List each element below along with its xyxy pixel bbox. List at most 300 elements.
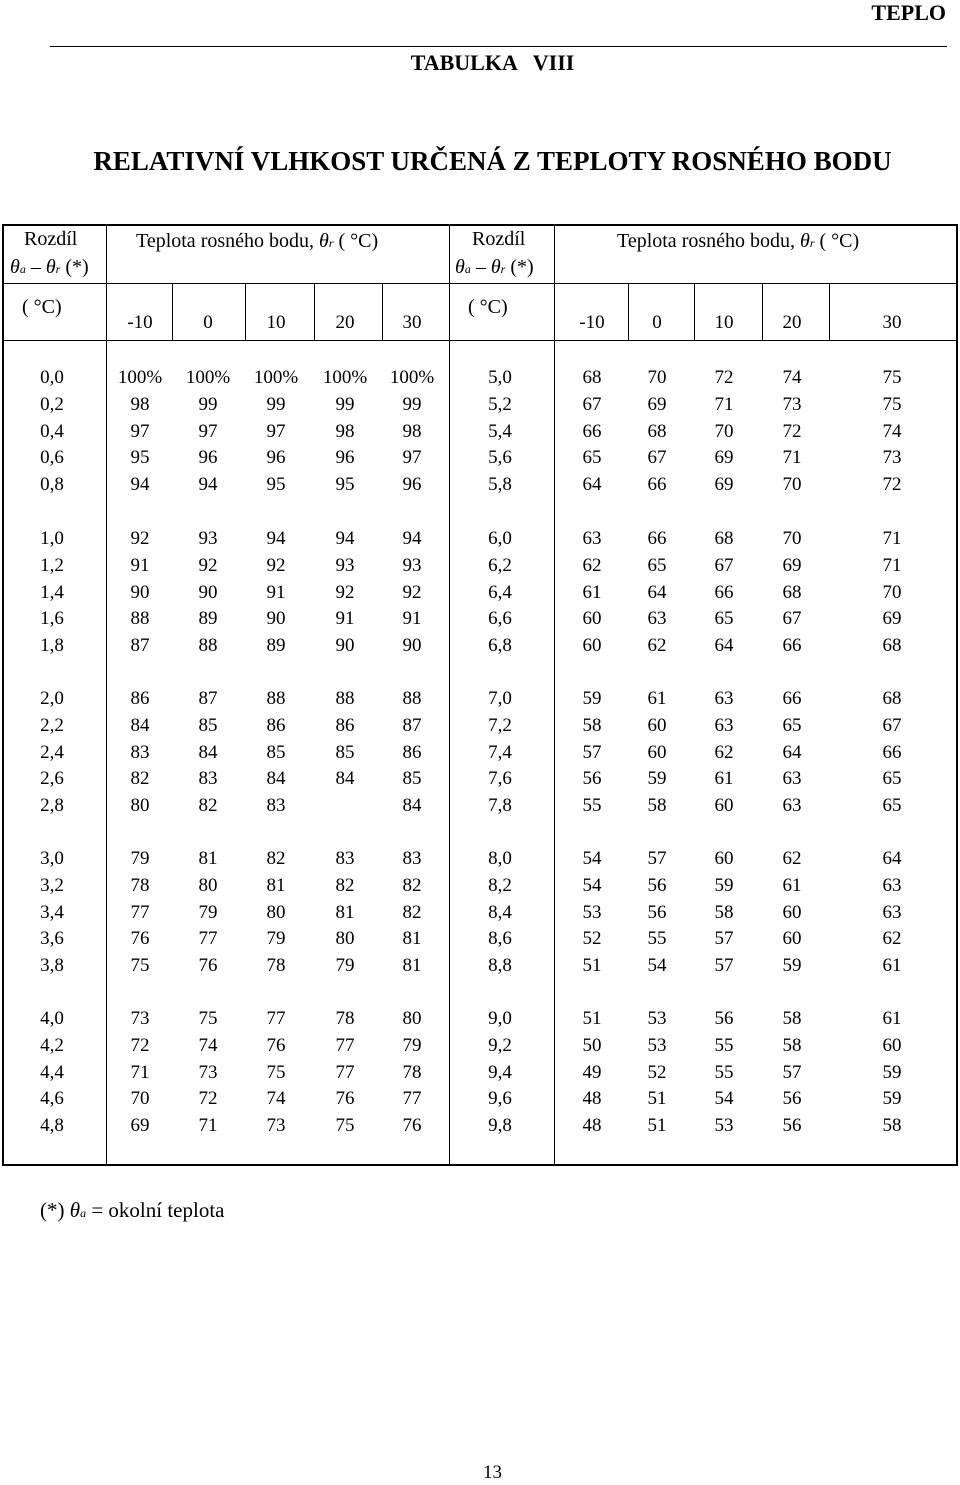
table-cell: 76: [266, 1034, 286, 1056]
table-cell: 68: [882, 635, 902, 657]
table-cell: 72: [198, 1088, 218, 1110]
table-cell: 91: [335, 608, 355, 630]
table-cell: 51: [647, 1088, 667, 1110]
diff-value: 7,0: [488, 688, 512, 709]
table-cell: 96: [402, 474, 422, 496]
table-cell: 57: [647, 848, 667, 869]
table-cell: 53: [582, 901, 602, 923]
table-cell: 90: [266, 608, 286, 630]
table-cell: 99: [198, 393, 218, 415]
table-cell: 68: [882, 688, 902, 709]
table-cell: 83: [266, 795, 286, 817]
diff-value: 0,2: [40, 393, 64, 415]
table-cell: 66: [647, 474, 667, 496]
table-cell: 75: [335, 1115, 355, 1137]
table-cell: 60: [582, 635, 602, 657]
table-cell: 54: [582, 848, 602, 869]
table-cell: 86: [335, 714, 355, 736]
table-cell: 89: [266, 635, 286, 657]
diff-value: 1,8: [40, 635, 64, 657]
table-cell: 67: [782, 608, 802, 630]
table-cell: 60: [714, 848, 734, 869]
table-cell: 84: [130, 714, 150, 736]
table-cell: 51: [647, 1115, 667, 1137]
table-cell: 81: [335, 901, 355, 923]
diff-value: 7,4: [488, 741, 512, 763]
table-cell: 69: [130, 1115, 150, 1137]
diff-value: 9,0: [488, 1008, 512, 1029]
table-cell: 82: [402, 901, 422, 923]
table-cell: 61: [882, 955, 902, 977]
table-cell: 58: [882, 1115, 902, 1137]
table-cell: 63: [782, 768, 802, 790]
diff-value: 6,6: [488, 608, 512, 630]
table-cell: 66: [782, 635, 802, 657]
table-cell: 79: [198, 901, 218, 923]
table-cell: 59: [882, 1088, 902, 1110]
table-cell: 53: [647, 1034, 667, 1056]
table-cell: 92: [335, 581, 355, 603]
diff-value: 3,2: [40, 874, 64, 896]
table-label: TABULKA VIII: [410, 50, 575, 75]
diff-value: 2,8: [40, 795, 64, 817]
table-cell: 100%: [253, 367, 299, 388]
table-cell: 56: [782, 1115, 802, 1137]
table-cell: 92: [402, 581, 422, 603]
dew-unit: ( °C): [819, 230, 860, 252]
theta-sub-a: a: [464, 262, 471, 276]
diff-value: 8,6: [488, 928, 512, 950]
table-cell: 90: [198, 581, 218, 603]
table-cell: 75: [882, 367, 902, 388]
table-cell: 77: [335, 1034, 355, 1056]
table-cell: 71: [198, 1115, 218, 1137]
table-cell: 71: [882, 528, 902, 549]
table-cell: 96: [335, 447, 355, 469]
table-cell: 100%: [389, 367, 435, 388]
table-cell: 90: [130, 581, 150, 603]
table-cell: 99: [335, 393, 355, 415]
table-cell: 59: [582, 688, 602, 709]
table-cell: 52: [582, 928, 602, 950]
table-cell: 96: [266, 447, 286, 469]
table-cell: 90: [335, 635, 355, 657]
theta-symbol: θ: [455, 256, 465, 278]
table-cell: 94: [402, 528, 422, 549]
diff-value: 4,0: [40, 1008, 64, 1029]
table-cell: 72: [882, 474, 902, 496]
table-cell: 61: [882, 1008, 902, 1029]
column-header: 10: [266, 312, 286, 333]
table-cell: 78: [335, 1008, 355, 1029]
table-cell: 55: [714, 1034, 734, 1056]
diff-value: 0,6: [40, 447, 64, 469]
left-diff-unit: ( °C): [22, 296, 62, 318]
table-cell: 57: [714, 955, 734, 977]
table-cell: 84: [198, 741, 218, 763]
table-cell: 79: [266, 928, 286, 950]
table-cell: 71: [882, 554, 902, 576]
table-cell: 62: [782, 848, 802, 869]
footnote: [40, 1198, 225, 1223]
table-cell: 77: [335, 1061, 355, 1083]
table-cell: 55: [647, 928, 667, 950]
page-title: RELATIVNÍ VLHKOST URČENÁ Z TEPLOTY ROSNÉHO BODU: [93, 146, 892, 176]
table-cell: 93: [198, 528, 218, 549]
table-cell: 92: [198, 554, 218, 576]
table-cell: 59: [714, 874, 734, 896]
table-cell: 56: [582, 768, 602, 790]
diff-value: 4,2: [40, 1034, 64, 1056]
table-cell: 75: [882, 393, 902, 415]
diff-value: 8,2: [488, 874, 512, 896]
theta-sub-r: r: [55, 262, 61, 276]
table-cell: 100%: [322, 367, 368, 388]
diff-value: 5,2: [488, 393, 512, 415]
table-cell: 60: [782, 928, 802, 950]
table-cell: 67: [882, 714, 902, 736]
table-cell: 58: [647, 795, 667, 817]
theta-sub-r: r: [809, 236, 815, 250]
header-rule-mid: [449, 283, 554, 284]
column-header: 20: [335, 312, 355, 333]
left-diff-label: Rozdíl: [24, 228, 78, 250]
table-cell: 61: [782, 874, 802, 896]
diff-value: 9,4: [488, 1061, 512, 1083]
table-cell: 56: [647, 901, 667, 923]
diff-value: 2,2: [40, 714, 64, 736]
table-cell: 63: [882, 874, 902, 896]
table-cell: 94: [266, 528, 286, 549]
diff-value: 9,6: [488, 1088, 512, 1110]
table-cell: 91: [402, 608, 422, 630]
table-cell: 87: [198, 688, 218, 709]
table-cell: 76: [198, 955, 218, 977]
table-cell: 56: [647, 874, 667, 896]
table-cell: 98: [335, 420, 355, 442]
theta-sub-a: a: [80, 1206, 87, 1220]
column-header: 20: [782, 312, 802, 333]
table-cell: 90: [402, 635, 422, 657]
table-cell: 59: [647, 768, 667, 790]
table-cell: 81: [402, 928, 422, 950]
table-cell: 55: [714, 1061, 734, 1083]
table-cell: 62: [582, 554, 602, 576]
table-cell: 80: [198, 874, 218, 896]
table-cell: 73: [130, 1008, 150, 1029]
table-cell: 62: [882, 928, 902, 950]
table-cell: 56: [782, 1088, 802, 1110]
table-cell: 97: [266, 420, 286, 442]
table-cell: 88: [402, 688, 422, 709]
table-cell: 78: [266, 955, 286, 977]
table-cell: 50: [582, 1034, 602, 1056]
table-cell: 57: [714, 928, 734, 950]
table-cell: 66: [782, 688, 802, 709]
diff-value: 1,4: [40, 581, 64, 603]
table-cell: 66: [582, 420, 602, 442]
theta-symbol: θ: [10, 256, 20, 278]
table-cell: 97: [198, 420, 218, 442]
diff-value: 5,6: [488, 447, 512, 469]
table-cell: 76: [402, 1115, 422, 1137]
theta-sub-r: r: [500, 262, 506, 276]
table-cell: 95: [335, 474, 355, 496]
table-cell: 70: [782, 474, 802, 496]
table-cell: 66: [714, 581, 734, 603]
left-dew-header: [136, 230, 378, 253]
table-cell: 57: [582, 741, 602, 763]
table-cell: 57: [782, 1061, 802, 1083]
table-cell: 82: [130, 768, 150, 790]
table-cell: 88: [130, 608, 150, 630]
table-cell: 71: [782, 447, 802, 469]
diff-value: 5,0: [488, 367, 512, 388]
table-cell: 49: [582, 1061, 602, 1083]
header-rule-bottom-full: [4, 340, 958, 341]
table-cell: 60: [647, 741, 667, 763]
table-cell: 80: [402, 1008, 422, 1029]
minus-sign: –: [30, 256, 41, 278]
table-cell: 79: [402, 1034, 422, 1056]
table-cell: 91: [130, 554, 150, 576]
table-cell: 87: [130, 635, 150, 657]
table-cell: 70: [782, 528, 802, 549]
table-cell: 100%: [117, 367, 163, 388]
table-cell: 70: [714, 420, 734, 442]
table-cell: 53: [714, 1115, 734, 1137]
diff-value: 0,4: [40, 420, 64, 442]
theta-symbol: θ: [69, 1198, 81, 1222]
table-cell: 100%: [185, 367, 231, 388]
table-cell: 76: [130, 928, 150, 950]
table-cell: 77: [266, 1008, 286, 1029]
table-cell: 85: [335, 741, 355, 763]
table-cell: 52: [647, 1061, 667, 1083]
table-cell: 81: [198, 848, 218, 869]
table-cell: 70: [647, 367, 667, 388]
table-cell: 60: [647, 714, 667, 736]
table-cell: 86: [402, 741, 422, 763]
table-cell: 66: [647, 528, 667, 549]
table-cell: 77: [198, 928, 218, 950]
table-cell: 60: [782, 901, 802, 923]
page-number: 13: [483, 1462, 502, 1483]
table-cell: 63: [714, 714, 734, 736]
table-cell: 62: [647, 635, 667, 657]
theta-sub-r: r: [328, 236, 334, 250]
table-cell: 74: [198, 1034, 218, 1056]
table-cell: 61: [582, 581, 602, 603]
table-cell: 83: [130, 741, 150, 763]
table-cell: 58: [782, 1008, 802, 1029]
table-cell: 58: [582, 714, 602, 736]
table-cell: 96: [198, 447, 218, 469]
table-cell: 73: [266, 1115, 286, 1137]
table-cell: 63: [714, 688, 734, 709]
table-cell: 92: [130, 528, 150, 549]
table-cell: 72: [782, 420, 802, 442]
header-rule-sub-left: [106, 283, 449, 284]
table-cell: 98: [402, 420, 422, 442]
right-diff-unit: ( °C): [468, 296, 508, 318]
dew-unit: ( °C): [338, 230, 379, 252]
footnote-text: = okolní teplota: [86, 1198, 225, 1222]
table-cell: 83: [335, 848, 355, 869]
table-cell: 68: [647, 420, 667, 442]
table-cell: 73: [882, 447, 902, 469]
table-cell: 75: [130, 955, 150, 977]
diff-value: 1,6: [40, 608, 64, 630]
table-cell: 94: [130, 474, 150, 496]
table-cell: 51: [582, 955, 602, 977]
table-cell: 60: [882, 1034, 902, 1056]
table-cell: 82: [198, 795, 218, 817]
table-cell: 78: [402, 1061, 422, 1083]
table-cell: 80: [266, 901, 286, 923]
table-cell: 69: [882, 608, 902, 630]
diff-value: 7,6: [488, 768, 512, 790]
table-cell: 67: [714, 554, 734, 576]
dew-header-text: Teplota rosného bodu,: [617, 230, 796, 252]
table-cell: 97: [402, 447, 422, 469]
table-cell: 81: [266, 874, 286, 896]
table-cell: 71: [714, 393, 734, 415]
table-cell: 65: [714, 608, 734, 630]
diff-value: 4,8: [40, 1115, 64, 1137]
theta-symbol: θ: [45, 256, 56, 278]
table-cell: 66: [882, 741, 902, 763]
table-cell: 58: [714, 901, 734, 923]
table-cell: 67: [647, 447, 667, 469]
table-cell: 53: [647, 1008, 667, 1029]
table-cell: 48: [582, 1115, 602, 1137]
table-cell: 93: [335, 554, 355, 576]
footnote-star: (*): [40, 1198, 65, 1222]
table-cell: 51: [582, 1008, 602, 1029]
table-cell: 84: [266, 768, 286, 790]
diff-value: 7,8: [488, 795, 512, 817]
table-cell: 58: [782, 1034, 802, 1056]
table-cell: 75: [266, 1061, 286, 1083]
table-cell: 76: [335, 1088, 355, 1110]
table-cell: 61: [647, 688, 667, 709]
table-cell: 91: [266, 581, 286, 603]
table-cell: 69: [714, 474, 734, 496]
column-header: 30: [882, 312, 902, 333]
diff-value: 8,4: [488, 901, 512, 923]
diff-value: 2,4: [40, 741, 64, 763]
table-cell: 99: [402, 393, 422, 415]
table-cell: 74: [266, 1088, 286, 1110]
minus-sign: –: [475, 256, 486, 278]
table-cell: 87: [402, 714, 422, 736]
diff-value: 4,4: [40, 1061, 64, 1083]
table-cell: 73: [198, 1061, 218, 1083]
column-header: 10: [714, 312, 734, 333]
table-cell: 64: [782, 741, 802, 763]
table-cell: 54: [582, 874, 602, 896]
table-cell: 61: [714, 768, 734, 790]
table-cell: 65: [882, 795, 902, 817]
table-cell: 89: [198, 608, 218, 630]
diff-value: 3,8: [40, 955, 64, 977]
table-cell: 88: [335, 688, 355, 709]
table-cell: 63: [782, 795, 802, 817]
table-cell: 85: [198, 714, 218, 736]
table-cell: 60: [582, 608, 602, 630]
table-cell: 65: [647, 554, 667, 576]
table-cell: 74: [782, 367, 802, 388]
table-cell: 67: [582, 393, 602, 415]
column-header: 0: [203, 312, 213, 333]
diff-value: 2,6: [40, 768, 64, 790]
right-dew-header: [617, 230, 859, 253]
theta-symbol: θ: [490, 256, 501, 278]
table-cell: 63: [647, 608, 667, 630]
table-cell: 88: [266, 688, 286, 709]
table-cell: 68: [714, 528, 734, 549]
table-cell: 64: [647, 581, 667, 603]
table-cell: 95: [130, 447, 150, 469]
table-cell: 94: [198, 474, 218, 496]
table-cell: 54: [647, 955, 667, 977]
diff-value: 6,8: [488, 635, 512, 657]
diff-value: 5,8: [488, 474, 512, 496]
table-cell: 99: [266, 393, 286, 415]
table-cell: 83: [198, 768, 218, 790]
table-cell: 62: [714, 741, 734, 763]
table-cell: 70: [130, 1088, 150, 1110]
header-rule: [50, 46, 947, 47]
diff-value: 4,6: [40, 1088, 64, 1110]
table-cell: 75: [198, 1008, 218, 1029]
col-divider: [829, 283, 830, 341]
table-cell: 68: [782, 581, 802, 603]
asterisk-note: (*): [65, 256, 89, 278]
table-cell: 69: [714, 447, 734, 469]
diff-value: 6,0: [488, 528, 512, 549]
diff-value: 8,0: [488, 848, 512, 869]
table-cell: 55: [582, 795, 602, 817]
table-cell: 63: [882, 901, 902, 923]
table-cell: 59: [782, 955, 802, 977]
table-cell: 86: [130, 688, 150, 709]
diff-value: 3,4: [40, 901, 64, 923]
table-cell: 65: [582, 447, 602, 469]
table-cell: 69: [782, 554, 802, 576]
table-cell: 79: [130, 848, 150, 869]
table-cell: 68: [582, 367, 602, 388]
table-cell: 82: [266, 848, 286, 869]
table-cell: 65: [782, 714, 802, 736]
table-cell: 64: [882, 848, 902, 869]
asterisk-note: (*): [510, 256, 534, 278]
table-cell: 78: [130, 874, 150, 896]
diff-value: 1,0: [40, 528, 64, 549]
table-cell: 82: [402, 874, 422, 896]
table-cell: 48: [582, 1088, 602, 1110]
table-cell: 84: [402, 795, 422, 817]
header-rule-left: [4, 283, 106, 284]
diff-value: 9,8: [488, 1115, 512, 1137]
divider-right-diff: [554, 226, 555, 1164]
table-cell: 77: [402, 1088, 422, 1110]
diff-value: 3,6: [40, 928, 64, 950]
column-header: 30: [402, 312, 422, 333]
right-diff-formula: [455, 256, 534, 279]
table-cell: 60: [714, 795, 734, 817]
